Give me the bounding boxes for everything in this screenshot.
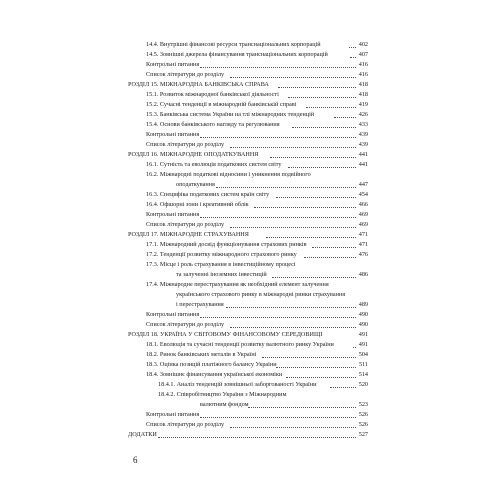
leader-dots — [306, 107, 356, 108]
toc-chapter-heading: РОЗДІЛ 18. УКРАЇНА У СВІТОВОМУ ФІНАНСОВОМУ СЕРЕДОВИЩІ 491 — [128, 331, 368, 338]
page-number: 6 — [133, 455, 138, 465]
toc-entry: 16.2. Міжнародні податкові відносини і уникнення подвійного — [146, 171, 311, 178]
toc-entry: 18.3. Оцінка позицій платіжного балансу України 511 — [146, 361, 368, 368]
toc-entry: Список літератури до розділу 416 — [146, 71, 368, 78]
leader-dots — [278, 87, 356, 88]
leader-dots — [266, 237, 356, 238]
leader-dots — [226, 307, 356, 308]
leader-dots — [230, 147, 356, 148]
leader-dots — [276, 367, 356, 368]
toc-entry: Список літератури до розділу 490 — [146, 321, 368, 328]
toc-chapter-heading: РОЗДІЛ 16. МІЖНАРОДНЕ ОПОДАТКУВАННЯ 441 — [128, 151, 368, 158]
leader-dots — [200, 137, 356, 138]
leader-dots — [330, 387, 356, 388]
leader-dots — [230, 427, 356, 428]
leader-dots — [334, 117, 356, 118]
leader-dots — [262, 357, 356, 358]
toc-entry-continuation: і перестрахування 489 — [176, 301, 368, 308]
leader-dots — [200, 317, 356, 318]
leader-dots — [286, 377, 356, 378]
toc-entry-continuation: оподаткування 447 — [176, 181, 368, 188]
toc-entry: 18.1. Еволюція та сучасні тенденції розвитку валютного ринку України 491 — [146, 341, 368, 348]
leader-dots — [292, 127, 356, 128]
toc-entry: 15.3. Банківська система України на тлі міжнародних тенденцій 426 — [146, 111, 368, 118]
leader-dots — [272, 277, 356, 278]
leader-dots — [349, 47, 356, 48]
toc-entry: Контрольні питання 490 — [146, 311, 368, 318]
leader-dots — [276, 197, 356, 198]
toc-entry: 14.5. Зовнішні джерела фінансування транснаціональних корпорацій 407 — [146, 51, 368, 58]
toc-subentry: 18.4.2. Співробітництво України з Міжнародним — [158, 391, 287, 398]
toc-entry: 18.2. Ринок банківських металів в Україні 504 — [146, 351, 368, 358]
toc-entry: Контрольні питання 526 — [146, 411, 368, 418]
leader-dots — [270, 157, 356, 158]
leader-dots — [230, 77, 356, 78]
toc-entry: 16.4. Офшорні зони і креативний облік 466 — [146, 201, 368, 208]
leader-dots — [304, 257, 356, 258]
toc-entry: 17.3. Місце і роль страхування в інвестиційному процесі — [146, 261, 296, 268]
leader-dots — [312, 247, 356, 248]
toc-entry: 17.1. Міжнародний досвід функціонування страхових ринків 471 — [146, 241, 368, 248]
toc-entry: 17.4. Міжнародне перестрахування як необхідний елемент залучення — [146, 281, 329, 288]
toc-entry: Список літератури до розділу 526 — [146, 421, 368, 428]
leader-dots — [248, 407, 356, 408]
toc-appendix-heading: ДОДАТКИ 527 — [128, 431, 368, 438]
toc-entry: Список літератури до розділу 439 — [146, 141, 368, 148]
leader-dots — [350, 57, 356, 58]
toc-chapter-heading: РОЗДІЛ 15. МІЖНАРОДНА БАНКІВСЬКА СПРАВА 418 — [128, 81, 368, 88]
leader-dots — [254, 207, 356, 208]
leader-dots — [230, 227, 356, 228]
leader-dots — [230, 327, 356, 328]
toc-entry: 15.1. Розвиток міжнародної банківської діяльності 418 — [146, 91, 368, 98]
leader-dots — [288, 167, 356, 168]
toc-entry: Контрольні питання 469 — [146, 211, 368, 218]
toc-entry-continuation: та залученні іноземних інвестицій 486 — [176, 271, 368, 278]
toc-entry: 18.4. Зовнішнє фінансування української економіки 514 — [146, 371, 368, 378]
toc-entry: Список літератури до розділу 469 — [146, 221, 368, 228]
toc-entry: 16.1. Сутність та еволюція податкових систем світу 441 — [146, 161, 368, 168]
toc-entry: 14.4. Внутрішні фінансові ресурси транснаціональних корпорацій 402 — [146, 41, 368, 48]
leader-dots — [200, 217, 356, 218]
toc-entry: 15.2. Сучасні тенденції в міжнародній банківській справі 419 — [146, 101, 368, 108]
leader-dots — [158, 437, 356, 438]
toc-entry: Контрольні питання 416 — [146, 61, 368, 68]
toc-entry: 17.2. Тенденції розвитку міжнародного страхового ринку 476 — [146, 251, 368, 258]
toc-entry-continuation: українського страхового ринку в міжнародні ринки страхування — [176, 291, 346, 298]
toc-entry-continuation: валютним фондом 523 — [200, 401, 368, 408]
toc-entry: 16.3. Специфіка податкових систем країн світу 454 — [146, 191, 368, 198]
toc-entry: 15.4. Основи банківського нагляду та регулювання 433 — [146, 121, 368, 128]
leader-dots — [353, 347, 356, 348]
toc-subentry: 18.4.1. Аналіз тенденцій зовнішньої заборгованості України 520 — [158, 381, 368, 388]
leader-dots — [216, 187, 356, 188]
toc-chapter-heading: РОЗДІЛ 17. МІЖНАРОДНЕ СТРАХУВАННЯ 471 — [128, 231, 368, 238]
leader-dots — [200, 67, 356, 68]
toc-entry: Контрольні питання 439 — [146, 131, 368, 138]
leader-dots — [288, 97, 356, 98]
leader-dots — [200, 417, 356, 418]
